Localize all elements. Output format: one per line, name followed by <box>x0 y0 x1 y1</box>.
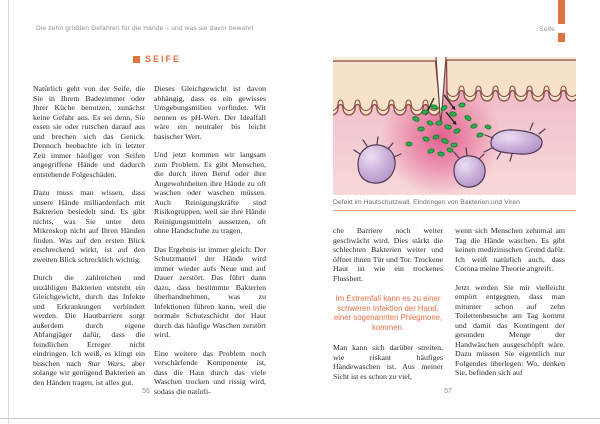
left-page-column-1 <box>33 84 145 387</box>
corner-accent-bar-top <box>558 0 565 24</box>
paragraph <box>33 273 145 387</box>
paragraph-text: Durch die zahlreichen und unzähligen Bakterien entsteht ein Gleichgewicht, durch das Infekte und Erkrankungen verhindert werden. Die Hautbarriere sorgt außerdem durch eigene Abfangjäger dafür, dass die feindlichen Erreger nicht eindringen. Ich weiß, es klingt ein bisschen nach <box>33 273 145 368</box>
page-bottom-edge <box>0 418 600 419</box>
paragraph: Das Ergebnis ist immer gleich: Der Schutzmantel der Hände wird immer wieder aufs Neue und auf Dauer zerstört. Das führt dann dazu, dass bestimmte Bakterien überhandnehmen, was zu Infektionen führen kann, weil die normale Schutzschicht der Haut durch das häufige Waschen zerstört wird. <box>154 244 266 339</box>
paragraph: Jetzt werden Sie mir vielleicht empört entgegnen, dass man mitunter schon auf zehn Toilettenbesuche am Tag kommt und damit das Kontingent der gesunden Menge der Handwäschen ausgeschöpft wäre. Dazu müssen Sie eigentlich nur Folgendes überlegen: Wo, denken Sie, befinden sich auf <box>455 282 565 377</box>
paragraph: Dieses Gleichgewicht ist davon abhängig, dass es ein gewisses Umgebungsmilieu vorfindet. Wir nennen es pH-Wert. Der Idealfall wäre ein neutraler bis leicht basischer Wert. <box>154 84 266 141</box>
paragraph: che Barriere noch weiter geschwächt wird. Dies stärkt die schlechten Bakterien weiter und öffnet ihnen Tür und Tor. Trockene Haut ist wie ein trockenes Flussbett. <box>333 226 443 283</box>
right-page-column-2 <box>455 226 565 378</box>
paragraph-text: , aber solange wir genügend Bakterien an den Händen tragen, ist alles gut. <box>33 358 145 387</box>
paragraph: Und jetzt kommen wir langsam zum Problem. Es gibt Menschen, die durch ihren Beruf oder ihre Angewohnheiten ihre Hände zu oft waschen oder waschen müssen. Auch Reinigungskräfte sind Risikogruppen, weil sie ihre Hände Reinigungsmitteln aussetzen, oft ohne Handschuhe zu tragen. <box>154 150 266 235</box>
right-page-column-1 <box>333 226 443 381</box>
page-number-right: 57 <box>444 388 452 395</box>
paragraph: Natürlich geht von der Seife, die Sie in Ihrem Badezimmer oder Ihrer Küche benutzen, zunächst keine Gefahr aus. Es sei denn, Sie essen sie oder rutschen darauf aus und brechen sich das Genick. Dennoch beobachte ich in letzter Zeit immer häufiger von Seifen angegriffene Hände und dadurch entstehende Folgeschäden. <box>33 84 145 179</box>
caption-rule <box>333 210 576 211</box>
section-marker-icon <box>133 56 140 63</box>
page-number-left: 56 <box>142 388 150 395</box>
running-header-right: Seife <box>539 26 555 33</box>
page-left-edge <box>8 0 9 424</box>
italic-phrase: Star Wars <box>87 358 124 368</box>
running-header-left: Die zehn größten Gefahren für die Hände – und was sie davor bewahrt <box>36 25 254 32</box>
paragraph: Eine weitere das Problem noch verschärfende Komponente ist, dass die Haut durch das viele Waschen trocken und rissig wird, sodass die natürli- <box>154 348 266 396</box>
pull-quote: Im Extremfall kann es zu einer schweren Infektion der Hand, einer sogenannten Phlegmone, kommen. <box>333 294 443 332</box>
paragraph: Man kann sich darüber streiten, wie riskant häufiges Händewaschen ist. Aus meiner Sicht ist es schon zu viel, <box>333 343 443 381</box>
paragraph: Dazu muss man wissen, dass unsere Hände milliardenfach mit Bakterien besiedelt sind. Es gibt nichts, was Sie unter dem Mikroskop nicht auf Ihren Händen finden. Was auf den ersten Blick erschreckend wirkt, ist auf den zweiten Blick schrecklich wichtig. <box>33 188 145 264</box>
left-page-column-2 <box>154 84 266 396</box>
corner-accent-bar-bottom <box>558 33 565 42</box>
chapter-heading <box>133 54 181 64</box>
chapter-heading-label: SEIFE <box>145 54 182 64</box>
paragraph: wenn sich Menschen zehnmal am Tag die Hände waschen. Es gibt keinen medizinischen Grund dafür. Ich weiß natürlich auch, dass Corona meine Theorie angreift. <box>455 226 565 273</box>
skin-defect-illustration <box>333 57 576 195</box>
figure-caption: Defekt im Hautschutzwall. Eindringen von Bakterien und Viren <box>333 199 520 206</box>
